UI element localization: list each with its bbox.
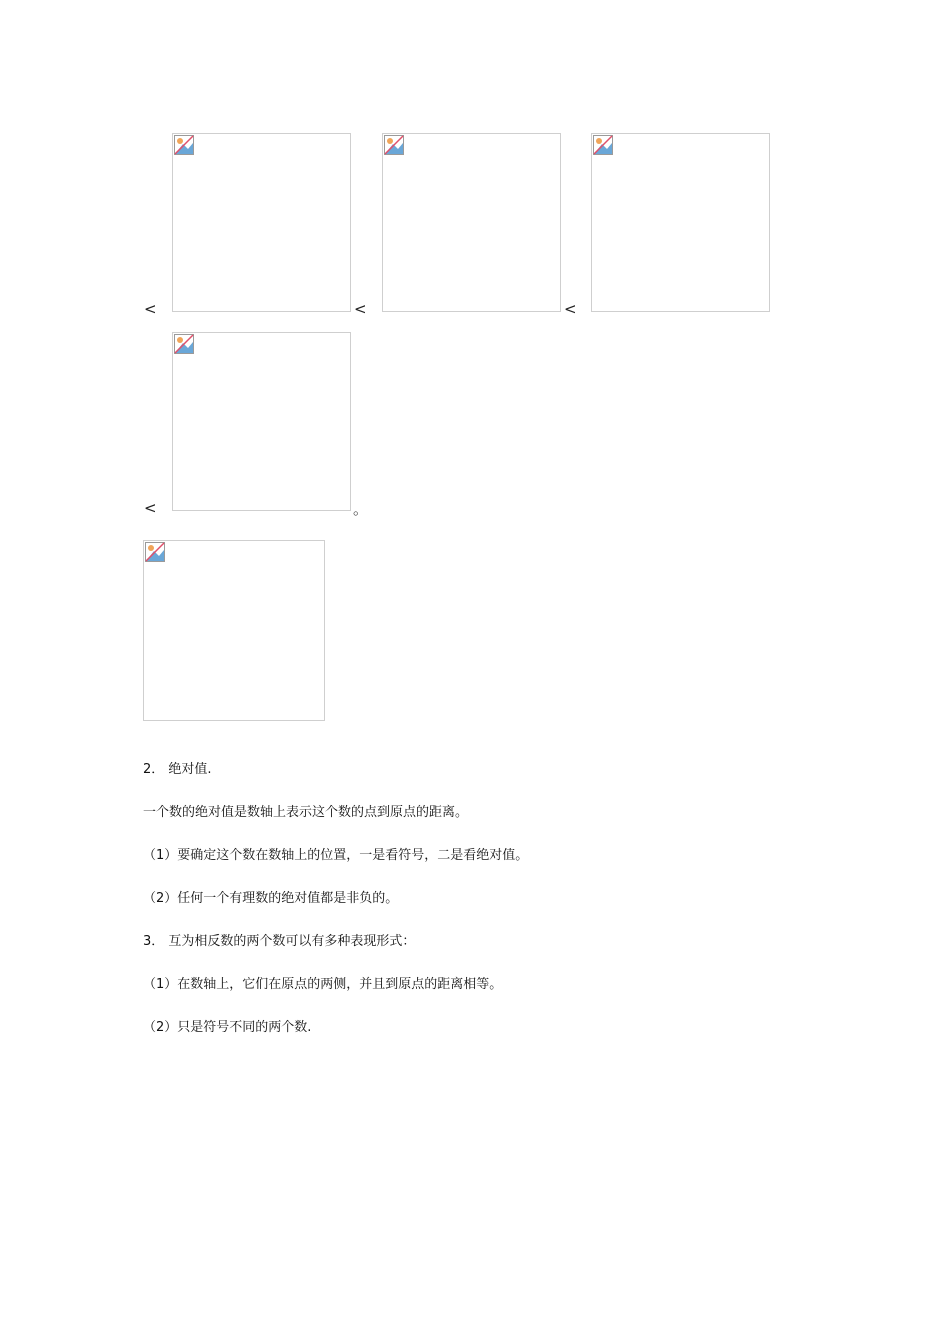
section-heading-opposite-numbers: 3． 互为相反数的两个数可以有多种表现形式： [143, 934, 416, 949]
less-than-sign: < [144, 300, 157, 318]
broken-image-icon [174, 334, 194, 354]
section-heading-absolute-value: 2． 绝对值. [143, 762, 212, 777]
broken-image-icon [174, 135, 194, 155]
less-than-sign: < [144, 499, 157, 517]
image-placeholder-4 [172, 332, 351, 511]
paragraph-line: 一个数的绝对值是数轴上表示这个数的点到原点的距离。 [143, 805, 469, 820]
image-placeholder-1 [172, 133, 351, 312]
broken-image-icon [384, 135, 404, 155]
paragraph-line: （2）只是符号不同的两个数. [143, 1020, 312, 1035]
less-than-sign: < [354, 300, 367, 318]
broken-image-icon [593, 135, 613, 155]
sentence-end-mark: 。 [353, 500, 369, 518]
image-placeholder-2 [382, 133, 561, 312]
broken-image-icon [145, 542, 165, 562]
image-placeholder-5 [143, 540, 325, 721]
less-than-sign: < [564, 300, 577, 318]
paragraph-line: （1）要确定这个数在数轴上的位置，一是看符号，二是看绝对值。 [143, 848, 529, 863]
paragraph-line: （1）在数轴上，它们在原点的两侧，并且到原点的距离相等。 [143, 977, 503, 992]
paragraph-line: （2）任何一个有理数的绝对值都是非负的。 [143, 891, 399, 906]
image-placeholder-3 [591, 133, 770, 312]
